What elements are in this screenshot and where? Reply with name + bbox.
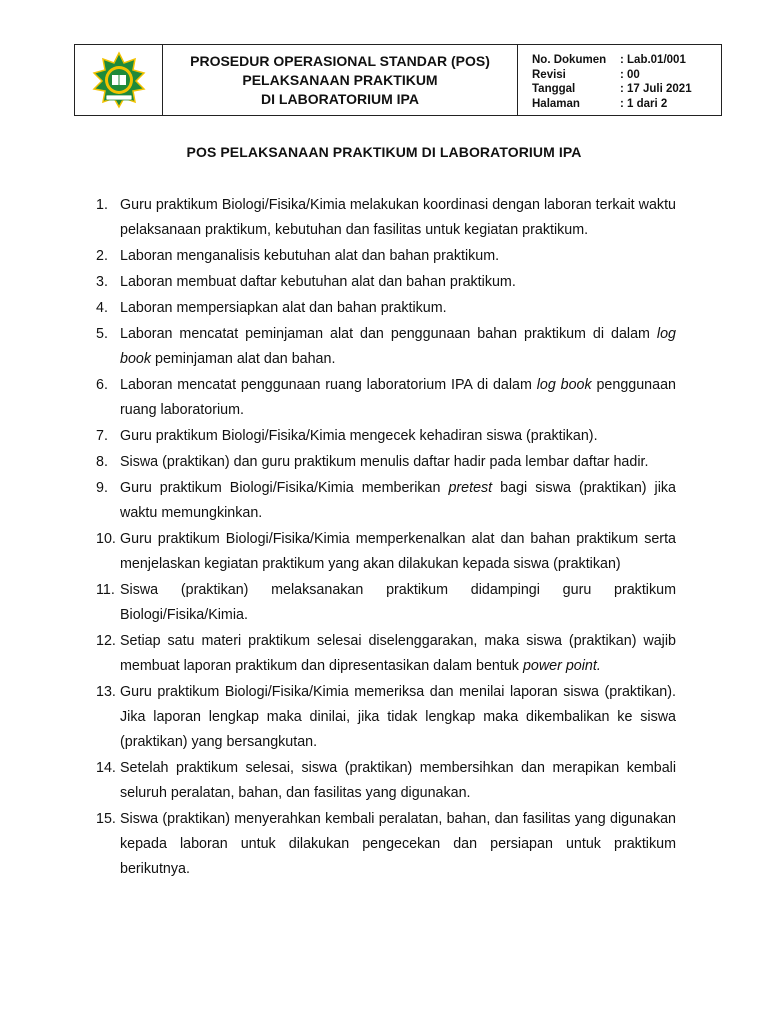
step-text-part: Guru praktikum Biologi/Fisika/Kimia melakukan koordinasi dengan laboran terkait waktu pelaksanaan praktikum, kebutuhan dan fasilitas untuk kegiatan praktikum. [120,197,676,238]
step-text-part: Guru praktikum Biologi/Fisika/Kimia memberikan [120,480,449,496]
document-header [74,44,722,116]
step-text-part: penggunaan ruang laboratorium. [120,377,676,418]
step-text-part: Guru praktikum Biologi/Fisika/Kimia mengecek kehadiran siswa (praktikan). [120,428,598,444]
meta-value: : 17 Juli 2021 [620,83,692,95]
step-text [120,322,676,372]
procedure-step [96,578,676,628]
step-number: 3. [96,274,108,290]
step-number: 15. [96,811,116,827]
step-text [120,578,676,628]
procedure-step [96,373,676,423]
procedure-step [96,424,676,449]
meta-label: No. Dokumen [532,54,607,66]
step-text [120,527,676,577]
step-text-part: Siswa (praktikan) dan guru praktikum menulis daftar hadir pada lembar daftar hadir. [120,454,649,470]
step-text-part: Siswa (praktikan) melaksanakan praktikum didampingi guru praktikum Biologi/Fisika/Kimia. [120,582,676,623]
step-text-part: Siswa (praktikan) menyerahkan kembali peralatan, bahan, dan fasilitas yang digunakan kepada laboran untuk dilakukan pengecekan dan persiapan untuk praktikum berikutnya. [120,811,676,877]
procedure-step [96,450,676,475]
step-number: 2. [96,248,108,264]
meta-label: Tanggal [532,83,576,95]
step-text [120,296,676,321]
meta-value: : Lab.01/001 [620,54,686,66]
step-text-part: Guru praktikum Biologi/Fisika/Kimia memeriksa dan menilai laporan siswa (praktikan). Jika laporan lengkap maka dinilai, jika tidak lengkap maka dikembalikan ke siswa (praktikan) yang bersangkutan. [120,684,676,750]
step-text [120,270,676,295]
header-title-line: PROSEDUR OPERASIONAL STANDAR (POS) [190,52,490,69]
step-number: 12. [96,633,116,649]
step-number: 7. [96,428,108,444]
header-title-line: PELAKSANAAN PRAKTIKUM [242,71,438,88]
procedure-step [96,756,676,806]
meta-label: Revisi [532,68,566,81]
step-text [120,476,676,526]
step-text [120,193,676,243]
step-number: 8. [96,454,108,470]
step-number: 14. [96,760,116,776]
header-title-line: DI LABORATORIUM IPA [261,90,419,107]
procedure-step [96,270,676,295]
step-text [120,680,676,755]
procedure-step [96,322,676,372]
step-text [120,244,676,269]
procedure-step [96,193,676,243]
step-text-part: bagi siswa (praktikan) jika waktu memungkinkan. [120,480,676,521]
procedure-step [96,527,676,577]
step-number: 9. [96,480,108,496]
step-text-part: Laboran mencatat peminjaman alat dan penggunaan bahan praktikum di dalam [120,326,657,342]
meta-row-document-number [532,53,721,68]
step-text-italic: pretest [448,480,493,496]
meta-value: : 00 [620,68,640,81]
procedure-steps-list [96,193,676,883]
step-text [120,756,676,806]
step-number: 10. [96,531,116,547]
procedure-step [96,807,676,882]
step-number: 1. [96,197,108,213]
step-number: 5. [96,326,108,342]
document-title: POS PELAKSANAAN PRAKTIKUM DI LABORATORIUM IPA [186,144,582,160]
step-number: 4. [96,300,108,316]
step-text-italic: power point. [522,658,601,674]
procedure-step [96,296,676,321]
step-text-part: Laboran membuat daftar kebutuhan alat dan bahan praktikum. [120,274,516,290]
step-text-part: peminjaman alat dan bahan. [151,351,336,367]
meta-row-page [532,97,721,112]
step-number: 13. [96,684,116,700]
step-text-part: Laboran mempersiapkan alat dan bahan praktikum. [120,300,447,316]
step-text [120,424,676,449]
document-meta [518,45,721,115]
step-number: 6. [96,377,108,393]
step-text-part: Guru praktikum Biologi/Fisika/Kimia memperkenalkan alat dan bahan praktikum serta menjelaskan kegiatan praktikum yang akan dilakukan kepada siswa (praktikan) [120,531,676,572]
step-text [120,373,676,423]
step-text-part: Setiap satu materi praktikum selesai diselenggarakan, maka siswa (praktikan) wajib membuat laporan praktikum dan dipresentasikan dalam bentuk [120,633,676,674]
step-text-italic: log book [536,377,592,393]
step-text-part: Laboran menganalisis kebutuhan alat dan bahan praktikum. [120,248,500,264]
procedure-step [96,629,676,679]
ministry-logo-icon [90,51,148,109]
procedure-step [96,244,676,269]
step-number: 11. [96,582,115,598]
meta-row-revision [532,68,721,83]
meta-value: : 1 dari 2 [620,97,668,110]
step-text [120,629,676,679]
logo-cell [75,45,163,115]
step-text-part: Laboran mencatat penggunaan ruang laboratorium IPA di dalam [120,377,537,393]
step-text-part: Setelah praktikum selesai, siswa (praktikan) membersihkan dan merapikan kembali seluruh peralatan, bahan, dan fasilitas yang digunakan. [120,760,676,801]
step-text [120,450,676,475]
step-text-italic: log book [120,326,676,367]
meta-label: Halaman [532,97,580,110]
meta-row-date [532,82,721,97]
header-title [163,45,518,115]
procedure-step [96,476,676,526]
procedure-step [96,680,676,755]
step-text [120,807,676,882]
